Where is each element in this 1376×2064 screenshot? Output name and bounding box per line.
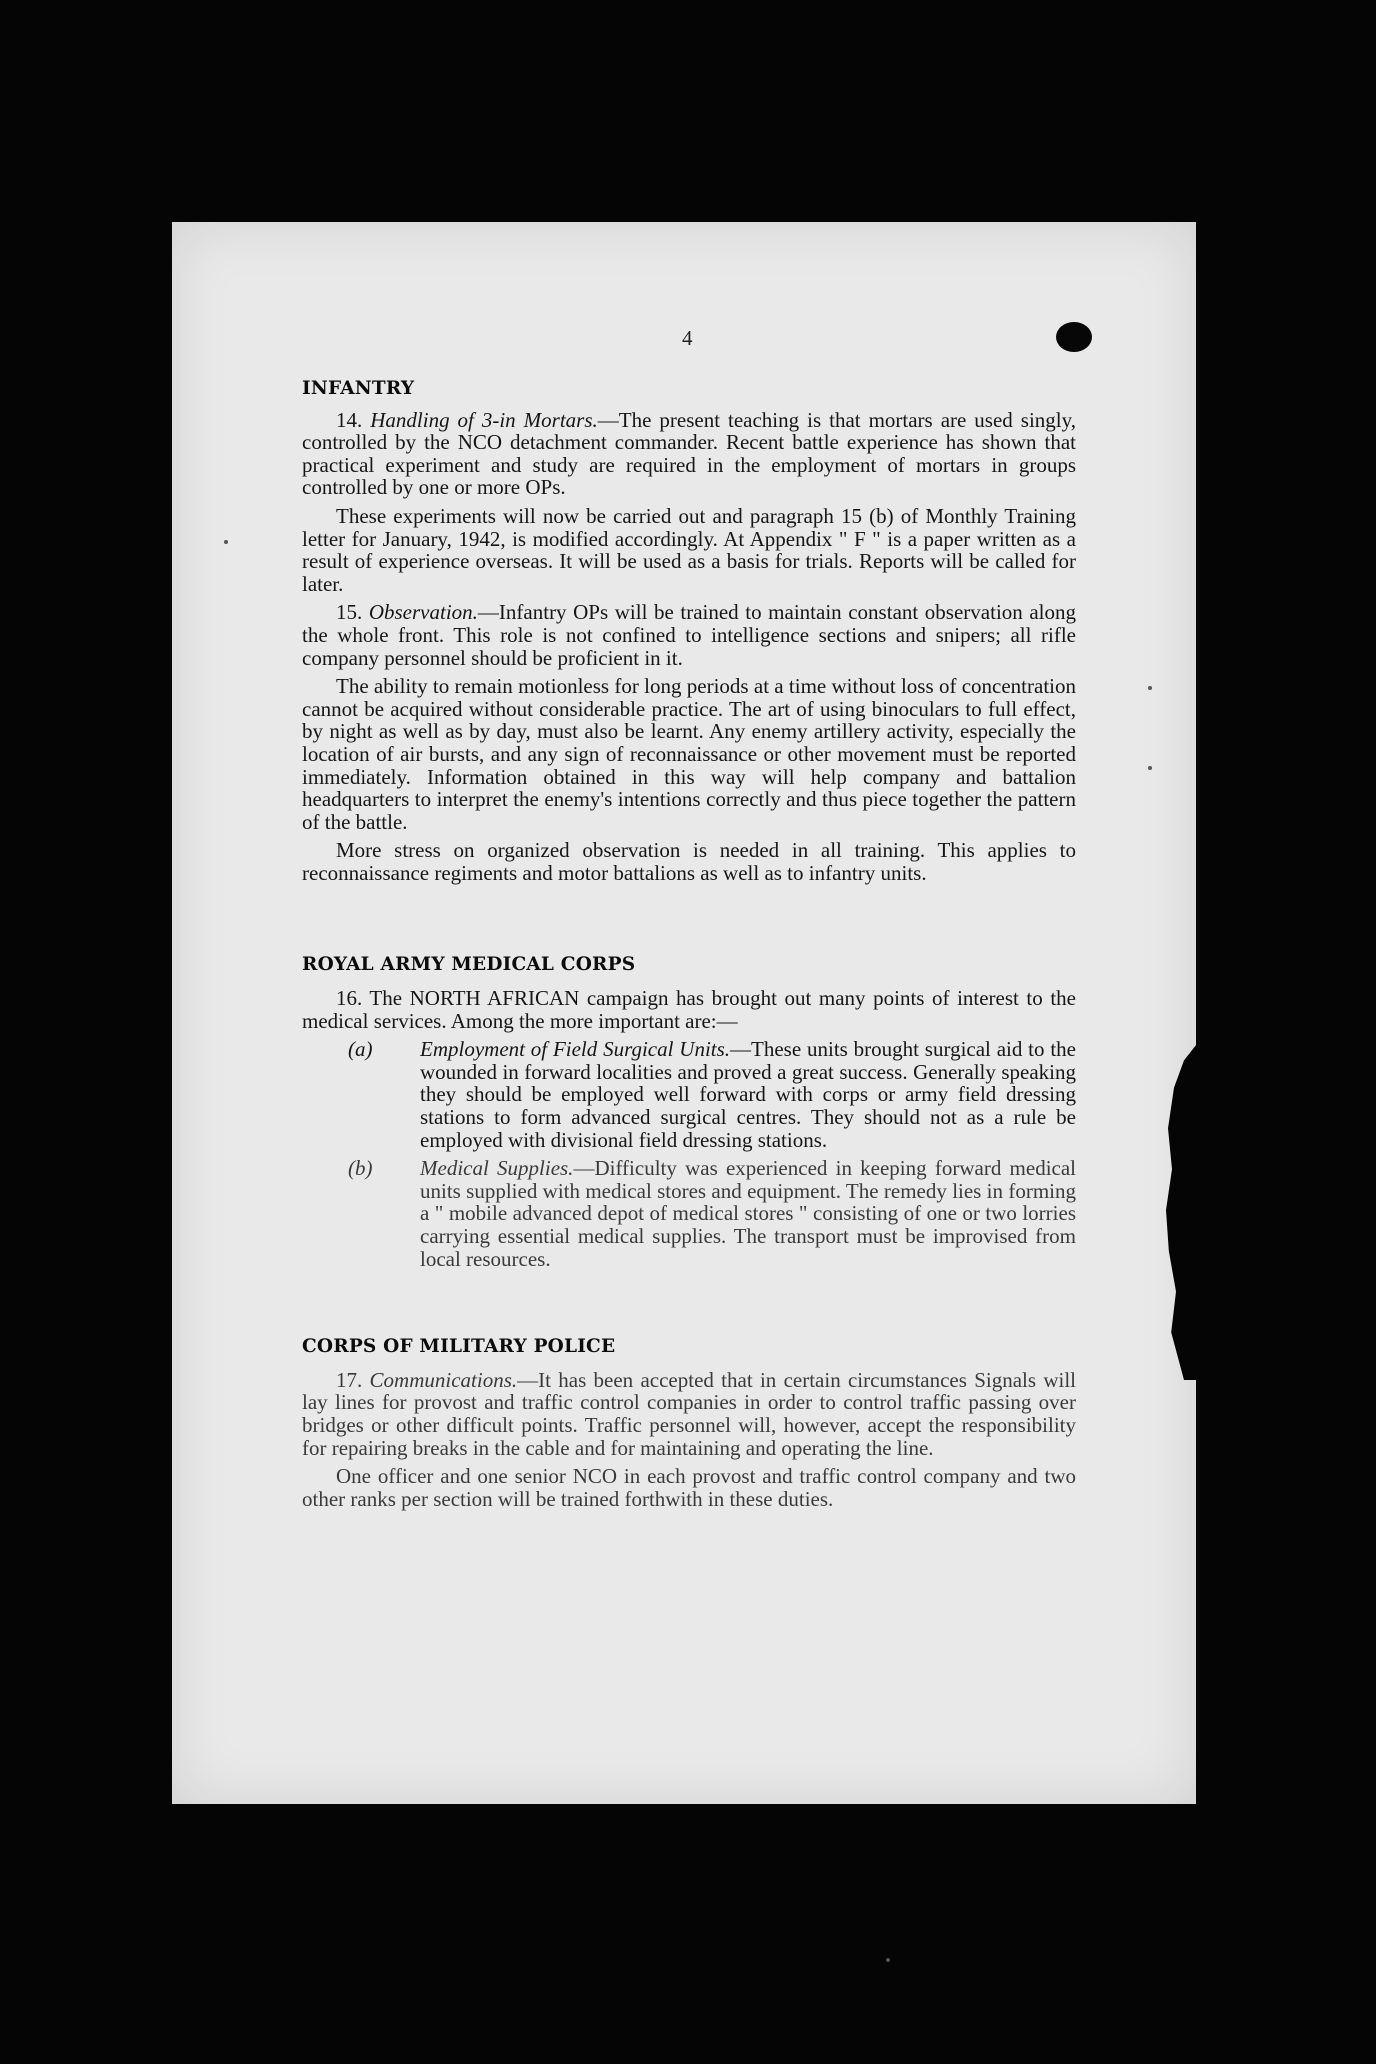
speck bbox=[1148, 686, 1152, 690]
paragraph-15-closing: More stress on organized observation is needed in all training. This applies to reconnaissance regiments and motor battalions as well as to infantry units. bbox=[302, 838, 1076, 885]
punch-hole bbox=[1056, 322, 1092, 352]
speck bbox=[886, 1958, 890, 1962]
list-item-b: (b) Medical Supplies.—Difficulty was experienced in keeping forward medical units supplied with medical stores and equipment. The remedy lies in forming a " mobile advanced depot of medical stores " consisting of one or two lorries carrying essential medical supplies. The transport must be improvised from local resources. bbox=[302, 1157, 1076, 1270]
document-body bbox=[302, 374, 1076, 1516]
page-number: 4 bbox=[682, 326, 693, 350]
list-marker: (b) bbox=[348, 1156, 373, 1181]
paragraph-17-continued: One officer and one senior NCO in each provost and traffic control company and two other ranks per section will be trained forthwith in these duties. bbox=[302, 1464, 1076, 1511]
paragraph-15: 15. Observation.—Infantry OPs will be trained to maintain constant observation along the whole front. This role is not confined to intelligence sections and snipers; all rifle company personnel should be proficient in it. bbox=[302, 600, 1077, 670]
paragraph-14-continued: These experiments will now be carried out and paragraph 15 (b) of Monthly Training letter for January, 1942, is modified accordingly. At Appendix " F " is a paper written as a result of experience overseas. It will be used as a basis for trials. Reports will be called for later. bbox=[302, 503, 1076, 596]
list-marker: (a) bbox=[348, 1037, 373, 1062]
section-heading-infantry: INFANTRY bbox=[302, 378, 415, 399]
section-heading-cmp: CORPS OF MILITARY POLICE bbox=[302, 1336, 616, 1358]
speck bbox=[1148, 766, 1152, 770]
paragraph-14: 14. Handling of 3-in Mortars.—The present teaching is that mortars are used singly, controlled by the NCO detachment commander. Recent battle experience has shown that practical experiment and study are required in the employment of mortars in groups controlled by one or more OPs. bbox=[302, 407, 1077, 500]
section-heading-ramc: ROYAL ARMY MEDICAL CORPS bbox=[302, 954, 636, 976]
paragraph-17: 17. Communications.—It has been accepted that in certain circumstances Signals will lay lines for provost and traffic control companies in order to control traffic passing over bridges or other difficult points. Traffic personnel will, however, accept the responsibility for repairing breaks in the cable and for maintaining and operating the line. bbox=[302, 1367, 1077, 1460]
paragraph-16: 16. The NORTH AFRICAN campaign has brought out many points of interest to the medical services. Among the more important are:— bbox=[302, 986, 1076, 1033]
speck bbox=[224, 540, 228, 544]
list-item-a: (a) Employment of Field Surgical Units.—These units brought surgical aid to the wounded in forward localities and proved a great success. Generally speaking they should be employed well forward with corps or army field dressing stations to form advanced surgical centres. They should not as a rule be employed with divisional field dressing stations. bbox=[302, 1038, 1076, 1151]
paragraph-15-continued: The ability to remain motionless for long periods at a time without loss of concentration cannot be acquired without considerable practice. The art of using binoculars to full effect, by night as well as by day, must also be learnt. Any enemy artillery activity, especially the location of air bursts, and any sign of reconnaissance or other movement must be reported immediately. Information obtained in this way will help company and battalion headquarters to interpret the enemy's intentions correctly and thus piece together the pattern of the battle. bbox=[302, 674, 1076, 834]
